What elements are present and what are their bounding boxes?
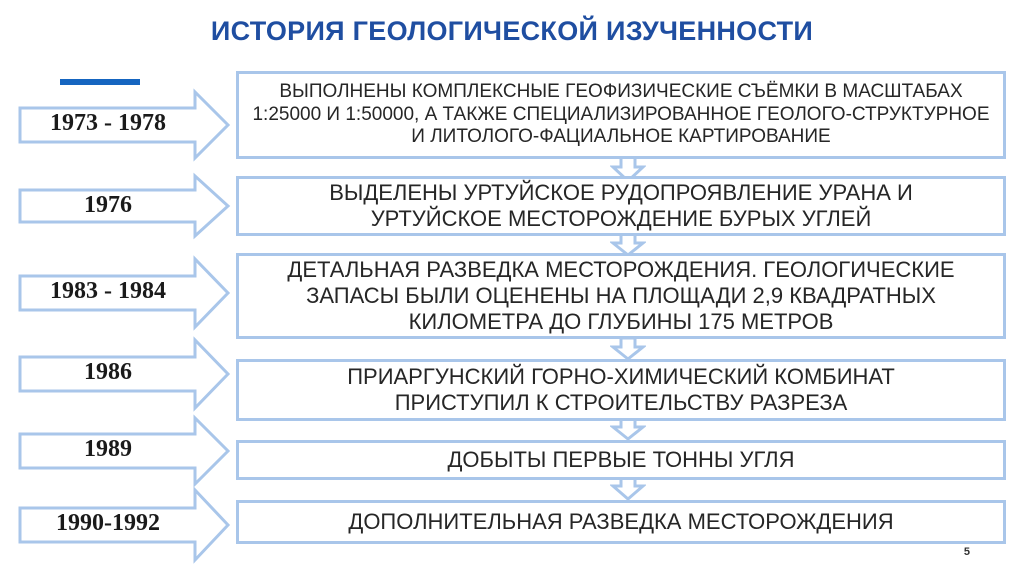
page-title: ИСТОРИЯ ГЕОЛОГИЧЕСКОЙ ИЗУЧЕННОСТИ [210, 16, 814, 46]
page-number: 5 [963, 546, 970, 558]
year-label: 1990-1992 [56, 510, 160, 536]
event-box [236, 500, 1006, 544]
event-box [236, 176, 1006, 236]
event-box [236, 253, 1006, 339]
year-label: 1976 [84, 192, 132, 218]
year-label: 1973 - 1978 [50, 110, 166, 136]
year-label: 1989 [84, 436, 132, 462]
event-box [236, 440, 1006, 480]
event-text: ДЕТАЛЬНАЯ РАЗВЕДКА МЕСТОРОЖДЕНИЯ. ГЕОЛОГИЧЕСКИЕ ЗАПАСЫ БЫЛИ ОЦЕНЕНЫ НА ПЛОЩАДИ 2,9 КВАДРАТНЫХ КИЛОМЕТРА ДО ГЛУБИНЫ 175 МЕТРОВ [287, 257, 955, 334]
year-label: 1983 - 1984 [50, 278, 166, 304]
year-label: 1986 [84, 359, 132, 385]
event-text: ДОПОЛНИТЕЛЬНАЯ РАЗВЕДКА МЕСТОРОЖДЕНИЯ [348, 509, 894, 535]
event-text: ВЫДЕЛЕНЫ УРТУЙСКОЕ РУДОПРОЯВЛЕНИЕ УРАНА И УРТУЙСКОЕ МЕСТОРОЖДЕНИЕ БУРЫХ УГЛЕЙ [329, 180, 913, 231]
event-box [236, 71, 1006, 159]
event-box [236, 359, 1006, 421]
event-text: ДОБЫТЫ ПЕРВЫЕ ТОННЫ УГЛЯ [447, 447, 795, 473]
event-text: ВЫПОЛНЕНЫ КОМПЛЕКСНЫЕ ГЕОФИЗИЧЕСКИЕ СЪЁМКИ В МАСШТАБАХ 1:25000 И 1:50000, А ТАКЖЕ СПЕЦИАЛИЗИРОВАННОЕ ГЕОЛОГО-СТРУКТУРНОЕ И ЛИТОЛОГО-ФАЦИАЛЬНОЕ КАРТИРОВАНИЕ [252, 81, 990, 148]
event-text: ПРИАРГУНСКИЙ ГОРНО-ХИМИЧЕСКИЙ КОМБИНАТ ПРИСТУПИЛ К СТРОИТЕЛЬСТВУ РАЗРЕЗА [347, 364, 895, 415]
